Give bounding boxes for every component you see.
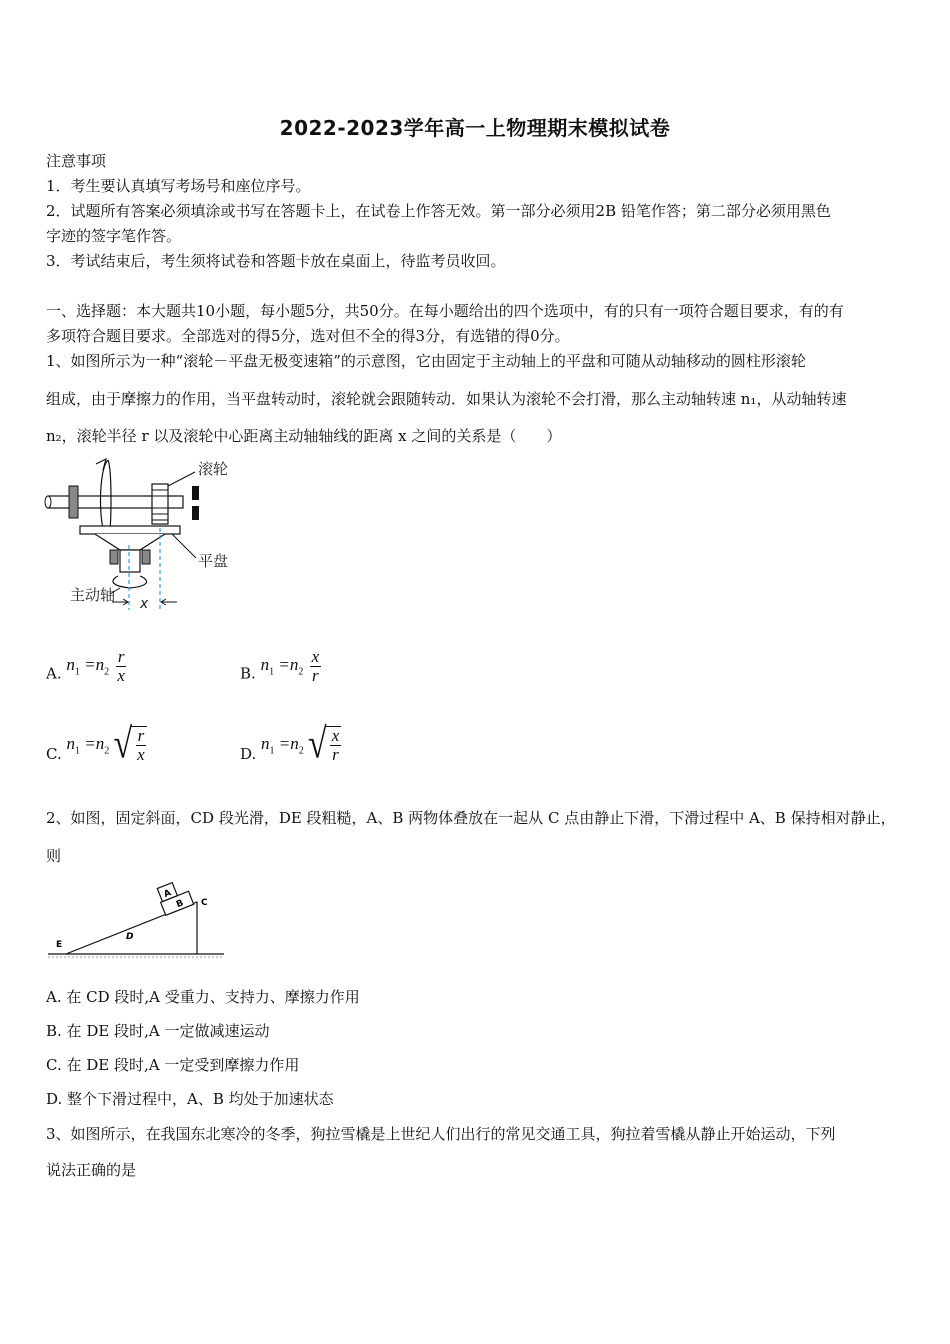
label-d: D bbox=[126, 932, 134, 942]
shaft-collar bbox=[69, 486, 78, 518]
incline-figure bbox=[44, 872, 234, 964]
question-1-text: 1、如图所示为一种“滚轮－平盘无极变速箱”的示意图，它由固定于主动轴上的平盘和可随从动轴移动的圆柱形滚轮 bbox=[46, 352, 806, 370]
notice-item: 3．考试结束后，考生须将试卷和答题卡放在桌面上，待监考员收回。 bbox=[46, 252, 506, 270]
section-instructions: 一、选择题：本大题共10小题，每小题5分，共50分。在每小题给出的四个选项中，有的只有一项符合题目要求，有的有 bbox=[46, 302, 844, 320]
label-e: E bbox=[56, 940, 63, 950]
formula: $n_1 =n_2$ $\frac{x}{r}$ bbox=[260, 647, 320, 685]
option-d[interactable] bbox=[240, 721, 341, 768]
notice-item: 2．试题所有答案必须填涂或书写在答题卡上，在试卷上作答无效。第一部分必须用2B 铅笔作答；第二部分必须用黑色 bbox=[46, 202, 831, 220]
notice-heading: 注意事项 bbox=[46, 152, 107, 170]
label-a: A bbox=[162, 888, 173, 901]
disk-label: 平盘 bbox=[198, 552, 229, 570]
option-d[interactable]: D. 整个下滑过程中，A、B 均处于加速状态 bbox=[46, 1090, 334, 1108]
x-label: x bbox=[140, 596, 149, 612]
bearing bbox=[192, 506, 199, 520]
question-3-text: 说法正确的是 bbox=[46, 1161, 137, 1179]
drive-rotation-arrow bbox=[113, 576, 147, 588]
label-b: B bbox=[175, 898, 186, 911]
notice-item: 1．考生要认真填写考场号和座位序号。 bbox=[46, 177, 311, 195]
option-c[interactable] bbox=[46, 721, 147, 768]
formula: $n_1 =n_2$ √ $\frac{r}{x}$ bbox=[66, 721, 145, 768]
notice-item: 字迹的签字笔作答。 bbox=[46, 227, 182, 245]
formula: $n_1 =n_2$ √ $\frac{x}{r}$ bbox=[261, 721, 340, 768]
question-2-text: 则 bbox=[46, 847, 62, 865]
question-1-text: n₂，滚轮半径 r 以及滚轮中心距离主动轴轴线的距离 x 之间的关系是（ ） bbox=[46, 427, 562, 445]
disk bbox=[80, 526, 180, 534]
disk-hub bbox=[95, 534, 165, 550]
drive-shaft bbox=[120, 550, 140, 572]
section-instructions: 多项符合题目要求。全部选对的得5分，选对但不全的得3分，有选错的得0分。 bbox=[46, 327, 570, 345]
question-3-text: 3、如图所示，在我国东北寒冷的冬季，狗拉雪橇是上世纪人们出行的常见交通工具，狗拉着雪橇从静止开始运动，下列 bbox=[46, 1125, 836, 1143]
option-a[interactable] bbox=[46, 648, 127, 685]
roller-label: 滚轮 bbox=[198, 460, 229, 478]
page-title: 2022-2023学年高一上物理期末模拟试卷 bbox=[279, 116, 671, 140]
option-label: D. bbox=[240, 744, 257, 763]
formula: $n_1 =n_2$ $\frac{r}{x}$ bbox=[66, 647, 125, 685]
bearing bbox=[192, 486, 199, 500]
option-label: A. bbox=[46, 664, 62, 683]
axis-label: 主动轴 bbox=[70, 586, 116, 604]
option-c[interactable]: C. 在 DE 段时,A 一定受到摩擦力作用 bbox=[46, 1056, 300, 1074]
shaft-end bbox=[45, 496, 51, 508]
label-c: C bbox=[201, 898, 208, 908]
question-2-text: 2、如图，固定斜面，CD 段光滑，DE 段粗糙，A、B 两物体叠放在一起从 C 点由静止下滑，下滑过程中 A、B 保持相对静止， bbox=[46, 809, 896, 827]
option-a[interactable]: A. 在 CD 段时,A 受重力、支持力、摩擦力作用 bbox=[46, 988, 360, 1006]
roller-disk-figure bbox=[40, 450, 250, 620]
option-label: B. bbox=[240, 664, 256, 683]
question-1-text: 组成，由于摩擦力的作用，当平盘转动时，滚轮就会跟随转动．如果认为滚轮不会打滑，那么主动轴转速 n₁，从动轴转速 bbox=[46, 390, 847, 408]
option-b[interactable] bbox=[240, 648, 321, 685]
option-b[interactable]: B. 在 DE 段时,A 一定做减速运动 bbox=[46, 1022, 270, 1040]
option-label: C. bbox=[46, 744, 62, 763]
